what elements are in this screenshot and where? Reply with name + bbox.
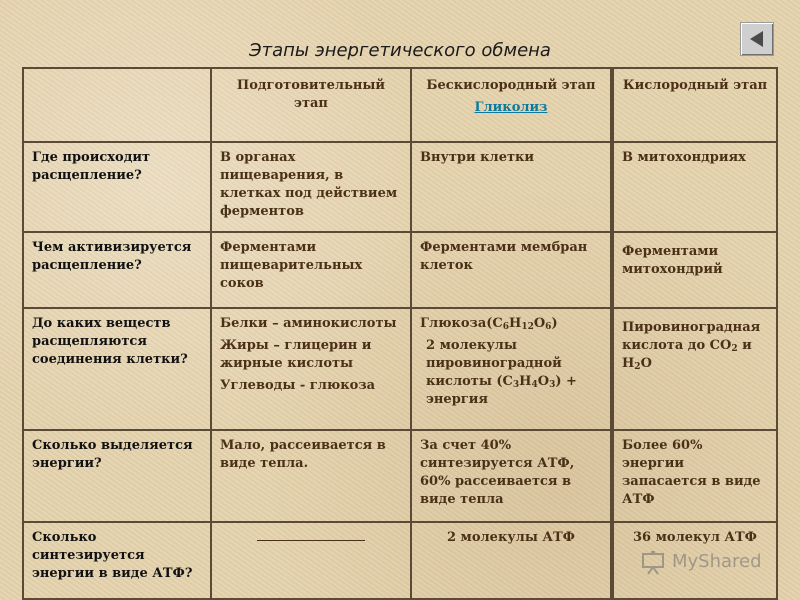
row3-oxygen: Пировиноградная кислота до $CO_2$ и $H_2O$ xyxy=(612,307,778,431)
row3-prep-carbs: Углеводы - глюкоза xyxy=(220,378,376,393)
presentation-board-icon xyxy=(640,550,666,576)
row5-question: Сколько синтезируется энергии в виде АТФ? xyxy=(22,521,212,600)
row2-preparatory: Ферментами пищеварительных соков xyxy=(210,231,412,309)
triangle-left-icon xyxy=(747,29,767,49)
header-preparatory xyxy=(210,67,412,143)
row3-prep-proteins: Белки – аминокислоты xyxy=(220,316,397,331)
row3-question: До каких веществ расщепляются соединения клетки? xyxy=(22,307,212,431)
row1-anaerobic: Внутри клетки xyxy=(410,141,612,233)
glycolysis-link[interactable]: Гликолиз xyxy=(474,100,548,115)
row3-preparatory xyxy=(210,307,412,431)
row5-preparatory xyxy=(210,521,412,600)
row5-oxygen: 36 молекул АТФ xyxy=(612,521,778,600)
header-anaerobic-label: Бескислородный этап xyxy=(426,78,596,93)
row5-anaerobic: 2 молекулы АТФ xyxy=(410,521,612,600)
row3-prep-fats: Жиры – глицерин и жирные кислоты xyxy=(220,338,372,371)
row1-question: Где происходит расщепление? xyxy=(22,141,212,233)
header-oxygen: Кислородный этап xyxy=(612,67,778,143)
page-title: Этапы энергетического обмена xyxy=(249,40,551,61)
header-preparatory-label: Подготовительный этап xyxy=(236,78,386,111)
watermark-text: MyShared xyxy=(672,551,762,572)
row1-preparatory: В органах пищеварения, в клетках под действием ферментов xyxy=(210,141,412,233)
row3-glucose-formula: $Глюкоза(C_6H_{12}O_6)$ xyxy=(420,316,558,332)
row4-anaerobic: За счет 40% синтезируется АТФ, 60% рассеивается в виде тепла xyxy=(410,429,612,523)
row1-oxygen: В митохондриях xyxy=(612,141,778,233)
header-anaerobic xyxy=(410,67,612,143)
header-empty-cell xyxy=(22,67,212,143)
row4-preparatory: Мало, рассеивается в виде тепла. xyxy=(210,429,412,523)
energy-metabolism-table xyxy=(22,67,612,600)
row4-question: Сколько выделяется энергии? xyxy=(22,429,212,523)
back-button[interactable] xyxy=(740,22,774,56)
watermark xyxy=(640,548,780,578)
row5-preparatory-dash xyxy=(257,540,365,541)
row3-anaerobic xyxy=(410,307,612,431)
row2-question: Чем активизируется расщепление? xyxy=(22,231,212,309)
row4-oxygen: Более 60% энергии запасается в виде АТФ xyxy=(612,429,778,523)
oxygen-stage-column xyxy=(612,67,778,600)
row2-anaerobic: Ферментами мембран клеток xyxy=(410,231,612,309)
row2-oxygen: Ферментами митохондрий xyxy=(612,231,778,309)
row3-pyruvate-text: 2 молекулы пировиноградной кислоты $(C_3H_4O_3)$ + энергия xyxy=(426,338,577,407)
